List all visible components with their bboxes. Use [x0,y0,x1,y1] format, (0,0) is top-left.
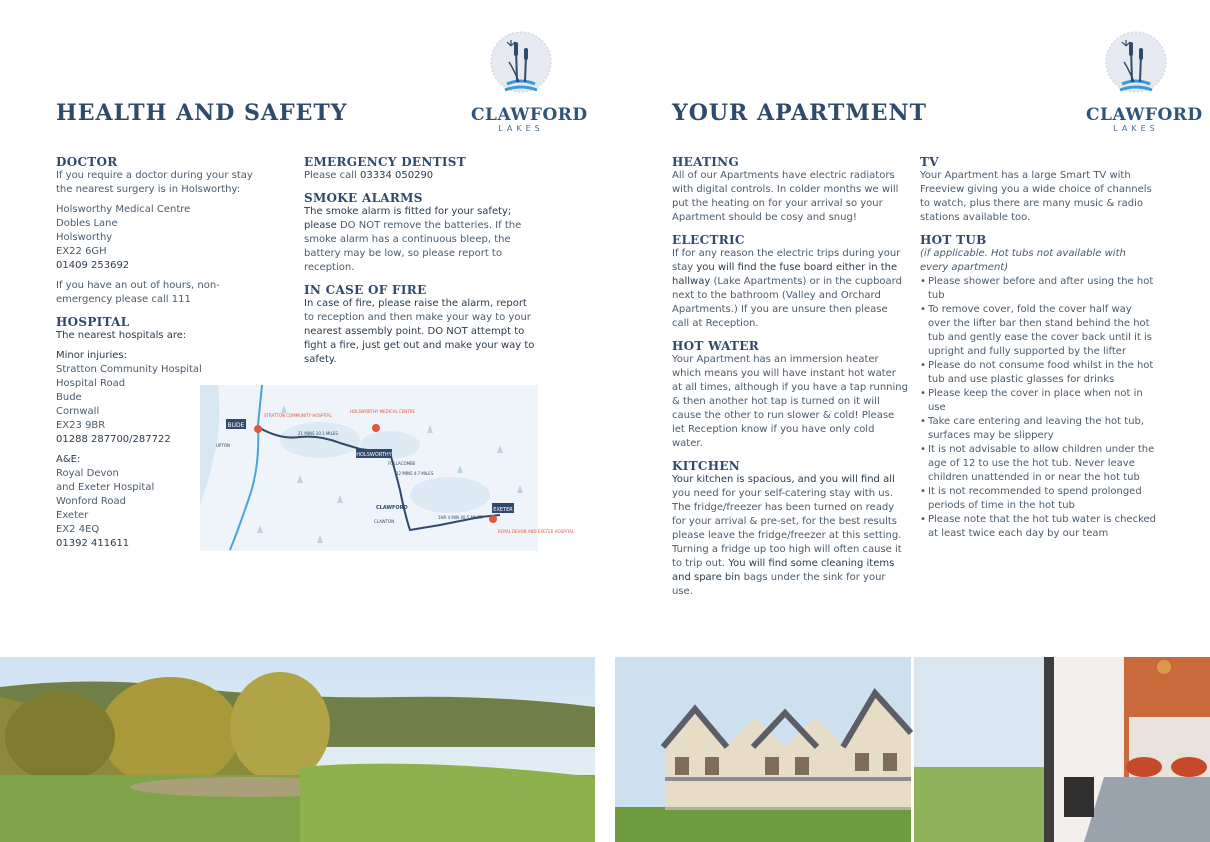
tv-heading: TV [920,155,939,169]
kitchen-text-1: Your kitchen is spacious, and you will find all [672,474,895,485]
address-line: Dobles Lane [56,218,118,229]
lake-landscape-image [0,657,595,842]
clawford-lakes-logo [471,28,588,140]
doctor-address [56,203,266,273]
hot-water-text: Your Apartment has an immersion heater which means you will have instant hot water at all times, although if you have a tap running & then another hot tap is turned on it will cause the other to run slower & cold! Please let Reception know if you have only cold water. [672,354,908,449]
left-column-2 [304,155,540,373]
map-label-royal-devon: ROYAL DEVON AND EXETER HOSPITAL [498,529,575,534]
smoke-alarms-heading: SMOKE ALARMS [304,191,423,205]
address-line: Holsworthy Medical Centre [56,204,191,215]
list-item: • Please shower before and after using the hot tub [920,275,1156,303]
holsworthy-mc-pin [372,424,380,432]
kitchen-text-3: The fridge/freezer has been turned on ready for your arrival & pre-set, for the best results please leave the fridge/freezer at this setting. Turning a fridge up too high will often cause it to trip out. [672,502,902,569]
address-line: EX2 4EQ [56,524,100,535]
list-item: • Please note that the hot tub water is checked at least twice each day by our team [920,513,1156,541]
bedroom-interior-photo [914,657,1210,842]
hot-tub-note: (if applicable. Hot tubs not available with every apartment) [920,248,1126,273]
dentist-phone: 03334 050290 [360,170,434,181]
kitchen-text [672,473,908,599]
logo-subtitle: LAKES [1113,124,1159,133]
ae-label: A&E: [56,454,81,465]
apartment-building-image [615,657,911,842]
royal-devon-pin [489,515,497,523]
electric-heading: ELECTRIC [672,233,745,247]
list-item: • It is not recommended to spend prolonged periods of time in the hot tub [920,485,1156,513]
dentist-text [304,169,540,183]
logo-subtitle: LAKES [498,124,544,133]
map-label-stratton: STRATTON COMMUNITY HOSPITAL [264,413,332,418]
map-label-clawford: CLAWFORD [376,505,408,511]
kitchen-text-2: you need for your self-catering stay with us. [672,488,893,499]
hospital-intro: The nearest hospitals are: [56,330,187,341]
address-line: Holsworthy [56,232,113,243]
fire-text-2: to reception and then make your way to your [304,312,531,323]
doctor-intro: If you require a doctor during your stay the nearest surgery is in Holsworthy: [56,170,253,195]
map-distance-2: 12 MINS 4.7 MILES [396,471,434,476]
route-map [200,385,575,551]
minor-injuries-phone: 01288 287700/287722 [56,434,171,445]
doctor-heading: DOCTOR [56,155,118,169]
list-item: • Please keep the cover in place when not in use [920,387,1156,415]
your-apartment-page [605,0,1210,842]
logo-emblem-icon [1104,28,1168,100]
smoke-text-2: DO NOT remove the batteries. If the smoke alarm has a continuous bleep, the battery may be low, so please report to reception. [304,220,522,273]
address-line: Bude [56,392,82,403]
page-title: YOUR APARTMENT [672,100,927,126]
electric-text-1: If for any reason the electric trips during your stay [672,248,901,273]
map-distance-3: 1HR 4 MIN 40.5 MILES [438,515,483,520]
address-line: Hospital Road [56,378,126,389]
dentist-text-prefix: Please call [304,170,360,181]
fire-text [304,297,540,367]
minor-injuries-label: Minor injuries: [56,350,128,361]
fire-text-1: In case of fire, please raise the alarm, report [304,298,527,309]
electric-text-3: (Lake Apartments) or in the cupboard next to the bathroom (Valley and Orchard Apartments.) If you are unsure then please call at Reception. [672,276,902,329]
address-line: EX23 9BR [56,420,106,431]
electric-text-2: you will find the fuse board either in the hallway [672,262,898,287]
map-label-bude: BUDE [227,422,245,429]
map-label-holsworthy: HOLSWORTHY [356,452,392,458]
after-hours-text: If you have an out of hours, non-emergency please call 111 [56,280,220,305]
map-label-holsworthy-mc: HOLSWORTHY MEDICAL CENTRE [350,409,416,414]
address-line: Wonford Road [56,496,126,507]
dentist-heading: EMERGENCY DENTIST [304,155,466,169]
map-distance-1: 21 MINS 10.1 MILES [298,431,338,436]
list-item: • To remove cover, fold the cover half way over the lifter bar then stand behind the hot tub and gently ease the cover back until it is upright and fully supported by the lifter [920,303,1156,359]
apartment-building-photo [615,657,911,842]
list-item: • Take care entering and leaving the hot tub, surfaces may be slippery [920,415,1156,443]
logo-emblem-icon [489,28,553,100]
stratton-pin [254,425,262,433]
hot-tub-heading: HOT TUB [920,233,987,247]
address-line: Royal Devon [56,468,119,479]
map-label-exeter: EXETER [493,507,513,513]
map-label-follacombe: FOLLACOMBE [388,461,416,466]
electric-text [672,247,908,331]
address-line: EX22 6GH [56,246,107,257]
right-column-1 [672,155,908,605]
hot-tub-list [920,275,1156,541]
heating-heading: HEATING [672,155,739,169]
clawford-lakes-logo [1086,28,1203,140]
kitchen-heading: KITCHEN [672,459,741,473]
ae-phone: 01392 411611 [56,538,130,549]
right-column-2 [920,155,1156,541]
location-map [200,385,575,551]
bedroom-interior-image [914,657,1210,842]
tv-text: Your Apartment has a large Smart TV with Freeview giving you a wide choice of channels to watch, plus there are many music & radio stations available too. [920,170,1152,223]
hospital-heading: HOSPITAL [56,315,130,329]
fire-heading: IN CASE OF FIRE [304,283,427,297]
logo-wordmark: CLAWFORD [471,105,588,125]
kitchen-text-4: You will find some cleaning items and spare bin [672,558,895,583]
heating-text: All of our Apartments have electric radiators with digital controls. In colder months we will put the heating on for your arrival so your Apartment should be cosy and snug! [672,170,899,223]
logo-wordmark: CLAWFORD [1086,105,1203,125]
map-label-upton: UPTON [216,443,230,448]
address-line: Exeter [56,510,89,521]
bude-marker [226,419,246,429]
kitchen-text-5: bags under the sink for your use. [672,572,886,597]
lake-landscape-photo [0,657,595,842]
page-title: HEALTH AND SAFETY [56,100,348,126]
fire-text-3: nearest assembly point. DO NOT attempt to fight a fire, just get out and make your way to safety. [304,326,535,365]
list-item: • It is not advisable to allow children under the age of 12 to use the hot tub. Never leave children unattended in or near the hot tub [920,443,1156,485]
address-line: Cornwall [56,406,100,417]
address-line: Stratton Community Hospital [56,364,202,375]
hot-water-heading: HOT WATER [672,339,760,353]
address-line: and Exeter Hospital [56,482,155,493]
smoke-text-1: The smoke alarm is fitted for your safety; please [304,206,512,231]
doctor-phone: 01409 253692 [56,260,130,271]
map-label-clawton: CLAWTON [374,519,395,524]
list-item: • Please do not consume food whilst in the hot tub and use plastic glasses for drinks [920,359,1156,387]
smoke-alarms-text [304,205,540,275]
